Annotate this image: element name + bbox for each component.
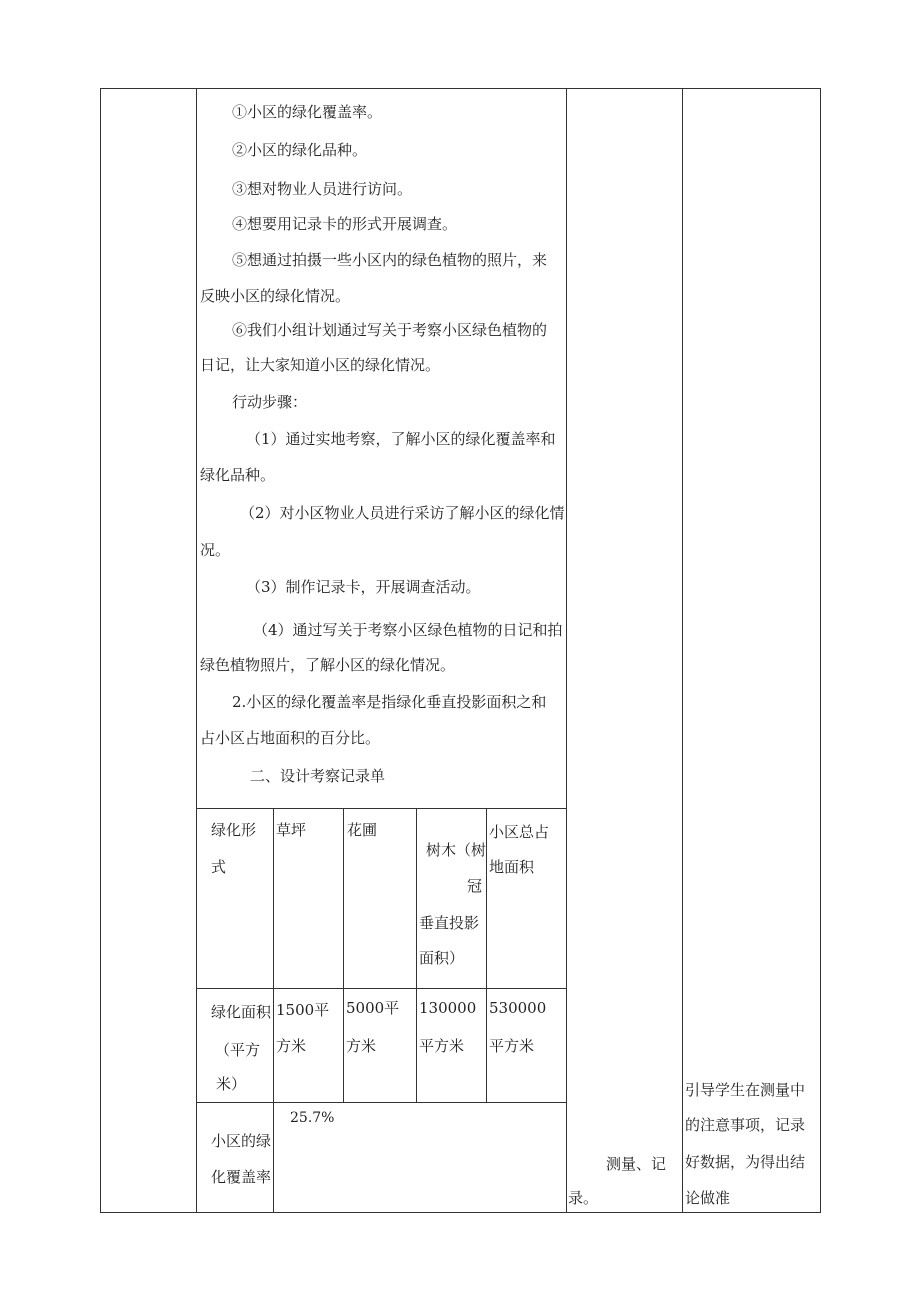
step-item: 况。	[200, 541, 231, 559]
header-cell: 绿化形	[211, 821, 257, 839]
area-value: 1500平	[276, 1001, 330, 1019]
steps-title: 行动步骤：	[232, 393, 308, 411]
column-divider	[566, 88, 567, 1213]
area-value: 平方米	[419, 1037, 465, 1055]
activity-text: 测量、记	[606, 1155, 667, 1173]
area-value: 方米	[276, 1037, 307, 1055]
area-value: 530000	[489, 999, 547, 1017]
header-cell: 小区总占	[489, 823, 550, 841]
column-divider	[196, 88, 197, 1213]
intent-text: 引导学生在测量中	[685, 1081, 806, 1099]
row-label: 化覆盖率	[211, 1168, 272, 1186]
header-cell: 式	[211, 858, 227, 876]
content-item: 日记，让大家知道小区的绿化情况。	[200, 356, 441, 374]
row-label: 米）	[216, 1075, 247, 1093]
definition-line: 占小区占地面积的百分比。	[200, 729, 381, 747]
header-cell: 草坪	[276, 821, 307, 839]
step-item: （3）制作记录卡，开展调查活动。	[246, 578, 481, 596]
content-item: ⑥我们小组计划通过写关于考察小区绿色植物的	[232, 321, 548, 339]
content-item: ④想要用记录卡的形式开展调查。	[232, 215, 458, 233]
header-cell: 面积）	[419, 949, 465, 967]
content-item: ②小区的绿化品种。	[232, 141, 368, 159]
content-item: ⑤想通过拍摄一些小区内的绿色植物的照片，来	[232, 251, 548, 269]
content-item: ③想对物业人员进行访问。	[232, 180, 413, 198]
header-cell: 花圃	[347, 821, 378, 839]
content-item: ①小区的绿化覆盖率。	[232, 103, 383, 121]
area-value: 方米	[346, 1037, 377, 1055]
header-cell: 垂直投影	[419, 914, 480, 932]
header-cell: 树木（树	[426, 841, 487, 859]
step-item: （2）对小区物业人员进行采访了解小区的绿化情	[240, 504, 565, 522]
row-label: 小区的绿	[211, 1132, 272, 1150]
content-item: 反映小区的绿化情况。	[200, 287, 351, 305]
step-item: 绿色植物照片，了解小区的绿化情况。	[200, 656, 456, 674]
definition-line: 2.小区的绿化覆盖率是指绿化垂直投影面积之和	[232, 693, 547, 711]
activity-text: 录。	[568, 1189, 599, 1207]
step-item: （1）通过实地考察，了解小区的绿化覆盖率和	[246, 430, 556, 448]
intent-text: 论做准	[685, 1189, 731, 1207]
row-label: 绿化面积	[211, 1003, 272, 1021]
row-label: （平方	[215, 1041, 261, 1059]
header-cell: 冠	[467, 877, 483, 895]
area-value: 130000	[419, 999, 477, 1017]
area-value: 平方米	[489, 1037, 535, 1055]
area-value: 5000平	[346, 999, 400, 1017]
column-divider	[682, 88, 683, 1213]
coverage-rate-value: 25.7%	[290, 1110, 335, 1126]
intent-text: 的注意事项，记录	[685, 1116, 806, 1134]
section-title: 二、设计考察记录单	[250, 767, 386, 785]
intent-text: 好数据，为得出结	[685, 1153, 806, 1171]
header-cell: 地面积	[489, 858, 535, 876]
step-item: （4）通过写关于考察小区绿色植物的日记和拍	[253, 621, 563, 639]
step-item: 绿化品种。	[200, 466, 276, 484]
